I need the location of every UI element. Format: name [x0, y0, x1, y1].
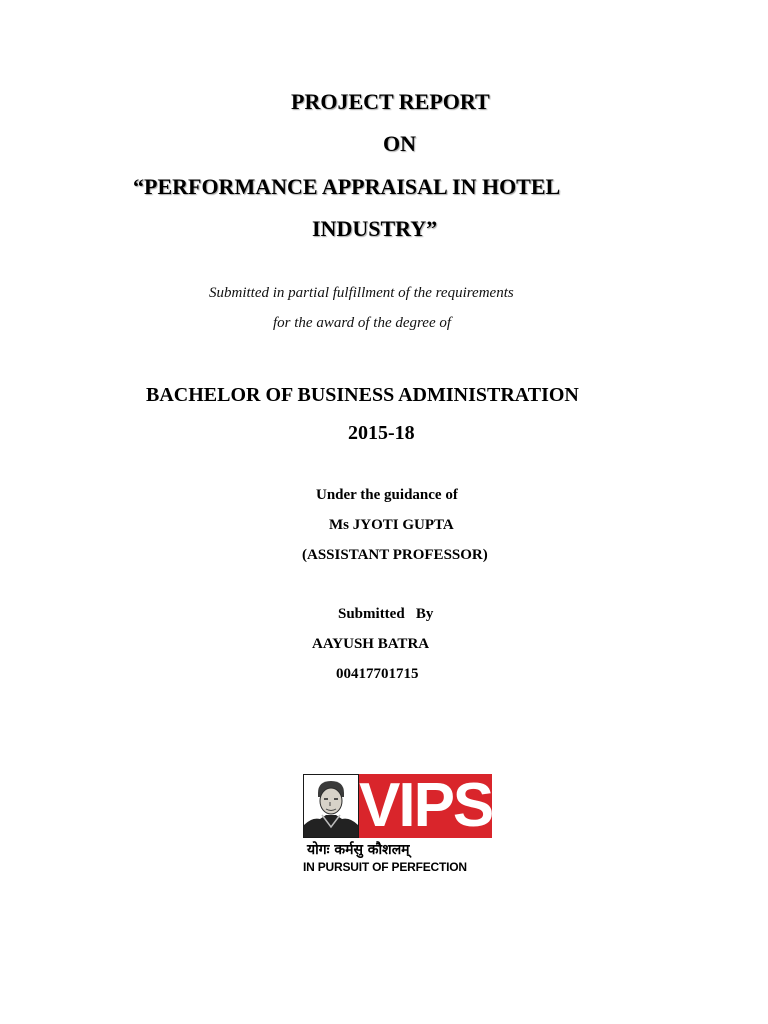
vips-logo	[303, 771, 493, 876]
logo-tagline: IN PURSUIT OF PERFECTION	[303, 860, 467, 874]
title-line-1: PROJECT REPORT	[291, 89, 490, 114]
student-name: AAYUSH BATRA	[312, 636, 430, 652]
submission-note-line-1: Submitted in partial fulfillment of the requirements	[209, 285, 514, 301]
vips-wordmark: VIPS	[359, 771, 493, 840]
logo-motto-hindi: योगः कर्मसु कौशलम्	[307, 842, 410, 858]
degree-session: 2015-18	[348, 422, 415, 444]
title-line-4: INDUSTRY”	[312, 216, 438, 241]
submission-note-line-2: for the award of the degree of	[273, 315, 452, 331]
founder-portrait-icon	[303, 774, 359, 838]
guide-designation: (ASSISTANT PROFESSOR)	[302, 547, 488, 563]
title-line-3: “PERFORMANCE APPRAISAL IN HOTEL	[133, 174, 561, 199]
student-roll-number: 00417701715	[336, 666, 419, 682]
guide-name: Ms JYOTI GUPTA	[329, 517, 454, 533]
title-line-2: ON	[383, 131, 416, 156]
submitted-by-label: Submitted By	[338, 606, 434, 622]
guidance-label: Under the guidance of	[316, 487, 458, 503]
degree-name: BACHELOR OF BUSINESS ADMINISTRATION	[146, 384, 579, 406]
